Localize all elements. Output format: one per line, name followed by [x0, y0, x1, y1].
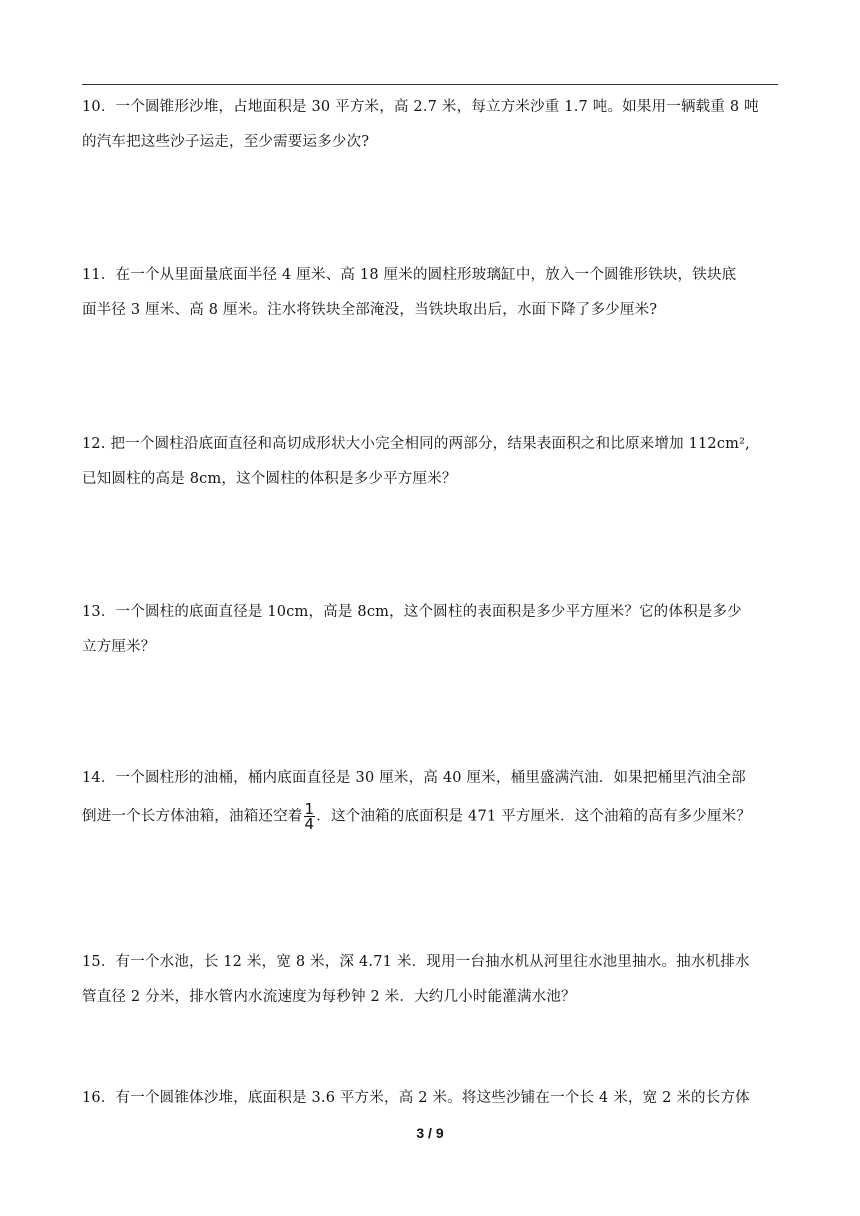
header-rule	[82, 84, 778, 85]
problem-10-line-1: 10．一个圆锥形沙堆，占地面积是 30 平方米，高 2.7 米，每立方米沙重 1.7 吨。如果用一辆载重 8 吨	[82, 99, 759, 115]
problem-11-line-1: 11．在一个从里面量底面半径 4 厘米、高 18 厘米的圆柱形玻璃缸中，放入一个圆锥形铁块，铁块底	[82, 267, 737, 283]
fraction-one-quarter	[304, 802, 316, 831]
problem-15-line-1: 15．有一个水池，长 12 米，宽 8 米，深 4.71 米．现用一台抽水机从河里往水池里抽水。抽水机排水	[82, 954, 750, 970]
problem-11-line-2: 面半径 3 厘米、高 8 厘米。注水将铁块全部淹没，当铁块取出后，水面下降了多少厘米?	[82, 302, 658, 318]
problem-16-line-1: 16．有一个圆锥体沙堆，底面积是 3.6 平方米，高 2 米。将这些沙铺在一个长 4 米，宽 2 米的长方体	[82, 1090, 750, 1106]
problem-14-line-2-after: ．这个油箱的底面积是 471 平方厘米．这个油箱的高有多少厘米？	[316, 808, 752, 825]
page-number: 3 / 9	[416, 1125, 444, 1141]
fraction-numerator: 1	[304, 800, 315, 818]
problem-14-line-1: 14．一个圆柱形的油桶，桶内底面直径是 30 厘米，高 40 厘米，桶里盛满汽油．如果把桶里汽油全部	[82, 770, 746, 786]
problem-12-line-2: 已知圆柱的高是 8cm，这个圆柱的体积是多少平方厘米？	[82, 471, 457, 487]
problem-13-line-1: 13．一个圆柱的底面直径是 10cm，高是 8cm，这个圆柱的表面积是多少平方厘米？它的体积是多少	[82, 604, 742, 620]
problem-15-line-2: 管直径 2 分米，排水管内水流速度为每秒钟 2 米．大约几小时能灌满水池？	[82, 989, 576, 1005]
problem-13-line-2: 立方厘米？	[82, 639, 156, 655]
problem-12-line-1: 12. 把一个圆柱沿底面直径和高切成形状大小完全相同的两部分，结果表面积之和比原来增加 112cm²,	[82, 436, 750, 452]
problem-14-line-2-before: 倒进一个长方体油箱，油箱还空着	[82, 808, 303, 825]
problem-10-line-2: 的汽车把这些沙子运走，至少需要运多少次?	[82, 134, 370, 150]
fraction-denominator: 4	[304, 815, 315, 833]
problem-14-line-2	[82, 802, 751, 831]
